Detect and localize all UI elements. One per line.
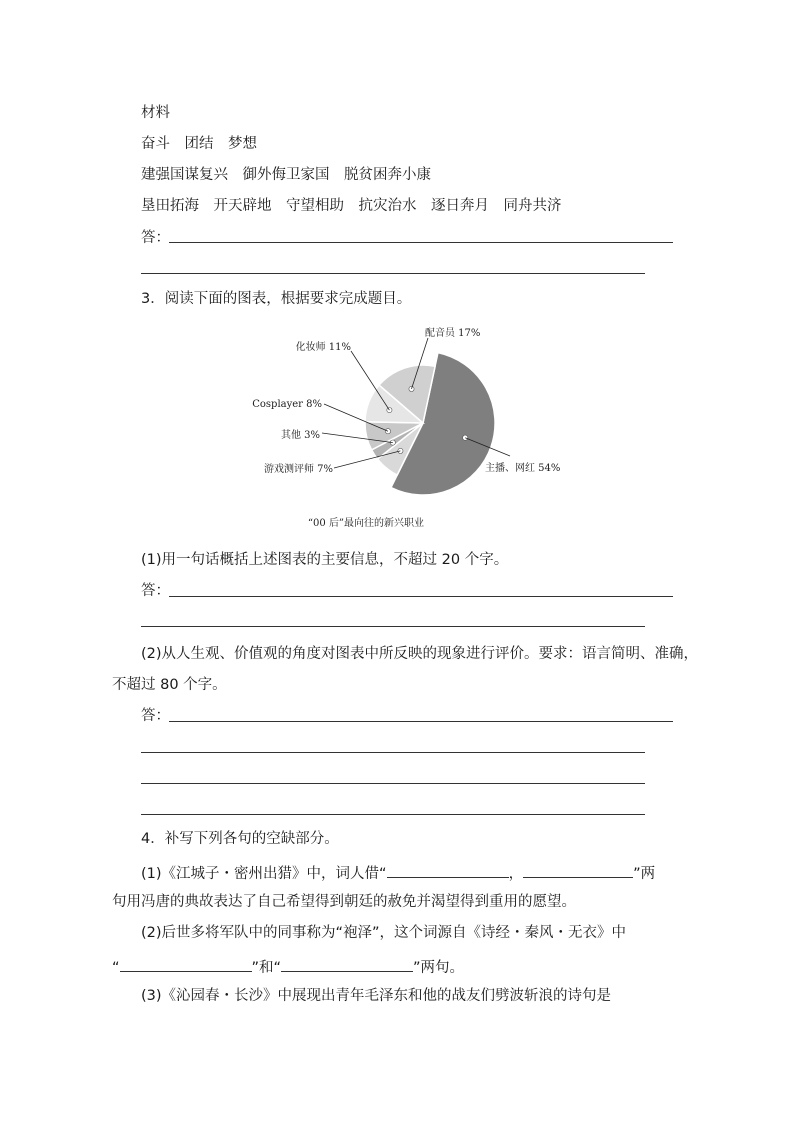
pie-chart — [250, 318, 570, 538]
q4-s2-part-a: (2)后世多将军队中的同事称为“袍泽”，这个词源自《诗经・秦风・无衣》中 — [141, 925, 627, 941]
pie-label-4: 化妆师 11% — [295, 342, 351, 353]
q3-prompt: 3．阅读下面的图表，根据要求完成题目。 — [141, 291, 412, 307]
material-row-2: 建强国谋复兴 御外侮卫家国 脱贫困奔小康 — [141, 167, 431, 183]
chart-title: “00 后”最向往的新兴职业 — [307, 518, 425, 529]
material-answer-label: 答： — [141, 230, 170, 246]
q3-sub2-prompt-line-2: 不超过 80 个字。 — [112, 677, 227, 693]
q4-s1-part-b: ， — [508, 866, 524, 882]
q4-s1-part-c: ”两 — [633, 866, 656, 882]
material-row-3: 垦田拓海 开天辟地 守望相助 抗灾治水 逐日奔月 同舟共济 — [141, 198, 562, 214]
q4-s2-blank-2[interactable] — [281, 955, 413, 972]
q3-sub1-prompt: (1)用一句话概括上述图表的主要信息，不超过 20 个字。 — [141, 552, 509, 568]
pie-marker-0 — [463, 435, 468, 440]
q3-sub2-answer-label: 答： — [141, 708, 170, 724]
q4-s1-blank-1[interactable] — [387, 861, 509, 878]
material-row-1: 奋斗 团结 梦想 — [141, 136, 257, 152]
q4-s2-part-b: “ — [112, 960, 120, 976]
q3-sub1-answer-line-1[interactable] — [169, 596, 673, 597]
q4-sentence-1 — [141, 861, 655, 884]
q3-sub2-answer-line-3[interactable] — [141, 783, 645, 784]
q3-sub1-answer-line-2[interactable] — [141, 626, 645, 627]
material-answer-line-1[interactable] — [169, 242, 673, 243]
pie-marker-3 — [385, 429, 390, 434]
q3-sub1-answer-label: 答： — [141, 583, 170, 599]
pie-label-0: 主播、网红 54% — [485, 463, 561, 474]
q4-s2-part-d: ”两句。 — [413, 960, 465, 976]
q4-s1-blank-2[interactable] — [523, 861, 633, 878]
material-answer-line-2[interactable] — [141, 273, 645, 274]
material-heading: 材料 — [141, 105, 170, 121]
pie-label-3: Cosplayer 8% — [252, 399, 322, 410]
q4-sentence-3: (3)《沁园春・长沙》中展现出青年毛泽东和他的战友们劈波斩浪的诗句是 — [141, 988, 612, 1004]
q4-s2-blank-1[interactable] — [120, 955, 252, 972]
q4-sentence-2 — [112, 955, 464, 978]
pie-label-2: 其他 3% — [280, 430, 320, 441]
q3-sub2-answer-line-1[interactable] — [169, 721, 673, 722]
q4-s2-part-c: ”和“ — [251, 960, 282, 976]
q3-sub2-answer-line-2[interactable] — [141, 752, 645, 753]
q4-prompt: 4．补写下列各句的空缺部分。 — [141, 831, 339, 847]
pie-marker-4 — [387, 408, 392, 413]
q4-s1-continuation: 句用冯唐的典故表达了自己希望得到朝廷的赦免并渴望得到重用的愿望。 — [112, 894, 576, 910]
q3-sub2-answer-line-4[interactable] — [141, 814, 645, 815]
q4-s1-part-a: (1)《江城子・密州出猎》中，词人借“ — [141, 866, 387, 882]
pie-label-1: 游戏测评师 7% — [263, 464, 333, 475]
q3-sub2-prompt-line-1: (2)从人生观、价值观的角度对图表中所反映的现象进行评价。要求：语言简明、准确， — [141, 646, 699, 662]
pie-label-5: 配音员 17% — [425, 328, 481, 339]
